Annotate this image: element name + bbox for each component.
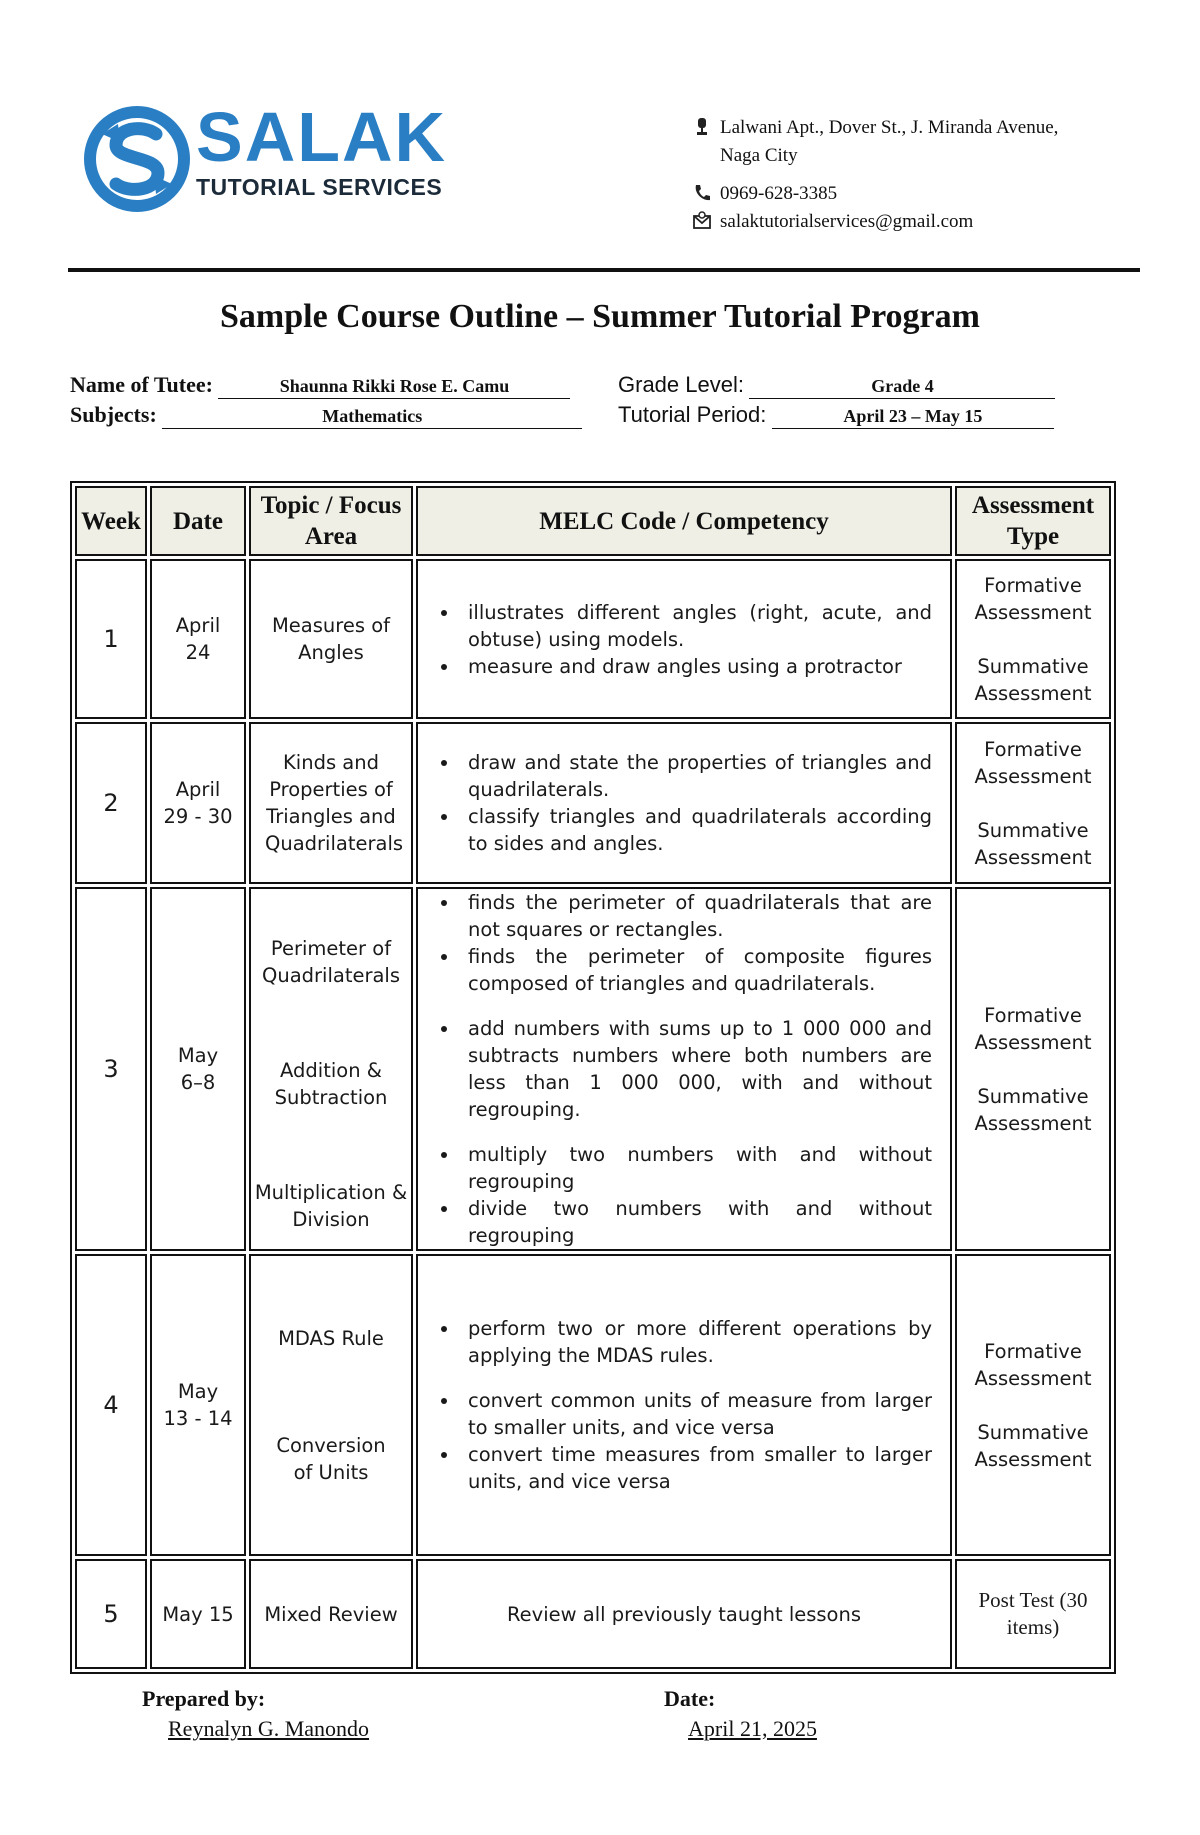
- date-label: Date:: [664, 1686, 716, 1711]
- table-row: [75, 1559, 1111, 1669]
- date-value: April 21, 2025: [688, 1716, 817, 1741]
- assessment-label: Summative Assessment: [974, 1420, 1092, 1471]
- assessment-label: Formative Assessment: [974, 1003, 1092, 1054]
- course-outline-table: [70, 481, 1116, 1674]
- header-topic: Topic / Focus Area: [249, 486, 413, 556]
- date-line: April: [175, 778, 221, 801]
- assessment-label: Formative Assessment: [974, 573, 1092, 624]
- grade-value: Grade 4: [749, 374, 1055, 399]
- email-icon: [692, 211, 712, 231]
- assessment-cell: [955, 1254, 1111, 1556]
- tutee-label: Name of Tutee:: [70, 372, 213, 397]
- assessment-label: Summative Assessment: [974, 654, 1092, 705]
- competency-item: • add numbers with sums up to 1 000 000 and subtracts numbers where both numbers are less than 1 000 000, with and without regrouping.: [460, 1015, 932, 1123]
- date-line: May: [177, 1044, 219, 1067]
- contact-info: [690, 114, 1058, 236]
- competency-item: • finds the perimeter of composite figures composed of triangles and quadrilaterals.: [460, 943, 932, 997]
- date-block: [664, 1686, 817, 1742]
- phone-icon: [692, 183, 712, 203]
- tutee-value: Shaunna Rikki Rose E. Camu: [218, 374, 570, 399]
- subjects-field: [70, 402, 582, 429]
- date-line: May: [177, 1380, 219, 1403]
- grade-label: Grade Level:: [618, 372, 744, 397]
- competency-cell: Review all previously taught lessons: [416, 1559, 952, 1669]
- week-cell: 5: [75, 1559, 147, 1669]
- assessment-label: Summative Assessment: [974, 1084, 1092, 1135]
- period-label: Tutorial Period:: [618, 402, 767, 427]
- week-cell: 1: [75, 559, 147, 719]
- address: [690, 114, 1058, 170]
- date-cell: [150, 559, 246, 719]
- topic-label: Measures of Angles: [271, 614, 391, 664]
- prepared-by: [142, 1686, 369, 1742]
- date-cell: [150, 1254, 246, 1556]
- topic-label: Perimeter of Quadrilaterals: [261, 937, 401, 987]
- date-line: 29 - 30: [163, 805, 233, 828]
- competency-item: • convert time measures from smaller to larger units, and vice versa: [460, 1441, 932, 1495]
- topic-cell: Mixed Review: [249, 1559, 413, 1669]
- assessment-cell: [955, 559, 1111, 719]
- period-value: April 23 – May 15: [772, 404, 1054, 429]
- competency-cell: [416, 887, 952, 1251]
- competency-item: • multiply two numbers with and without regrouping: [460, 1141, 932, 1195]
- date-line: April: [175, 614, 221, 637]
- period-field: [618, 402, 1054, 429]
- competency-item: • finds the perimeter of quadrilaterals that are not squares or rectangles.: [460, 889, 932, 943]
- competency-item: • measure and draw angles using a protractor: [460, 653, 932, 680]
- email-address: salaktutorialservices@gmail.com: [720, 211, 974, 232]
- document-title: Sample Course Outline – Summer Tutorial Program: [220, 298, 980, 335]
- competency-item: • illustrates different angles (right, acute, and obtuse) using models.: [460, 599, 932, 653]
- assessment-cell: Post Test (30 items): [955, 1559, 1111, 1669]
- header-week: Week: [75, 486, 147, 556]
- assessment-cell: [955, 887, 1111, 1251]
- brand-subtitle: TUTORIAL SERVICES: [196, 174, 443, 200]
- phone: [690, 180, 1058, 208]
- header-divider: [68, 268, 1140, 272]
- prepared-label: Prepared by:: [142, 1686, 266, 1711]
- subjects-label: Subjects:: [70, 402, 157, 427]
- date-cell: May 15: [150, 1559, 246, 1669]
- address-line-1: Lalwani Apt., Dover St., J. Miranda Avenue,: [720, 117, 1059, 138]
- date-cell: [150, 887, 246, 1251]
- competency-item: • perform two or more different operations by applying the MDAS rules.: [460, 1315, 932, 1369]
- assessment-cell: [955, 722, 1111, 884]
- topic-label: Kinds and Properties of Triangles and Quadrilaterals: [265, 751, 404, 855]
- date-line: 13 - 14: [163, 1407, 233, 1430]
- date-cell: [150, 722, 246, 884]
- week-cell: 3: [75, 887, 147, 1251]
- table-row: [75, 559, 1111, 719]
- table-row: [75, 722, 1111, 884]
- phone-number: 0969-628-3385: [720, 183, 838, 204]
- table-header-row: [75, 486, 1111, 556]
- competency-cell: [416, 1254, 952, 1556]
- header-date: Date: [150, 486, 246, 556]
- address-line-2: Naga City: [720, 145, 798, 166]
- topic-label: Multiplication & Division: [254, 1181, 408, 1231]
- competency-item: • convert common units of measure from larger to smaller units, and vice versa: [460, 1387, 932, 1441]
- assessment-label: Formative Assessment: [974, 737, 1092, 788]
- competency-item: • draw and state the properties of triangles and quadrilaterals.: [460, 749, 932, 803]
- brand: [196, 98, 447, 201]
- topic-cell: [249, 722, 413, 884]
- header-assessment: Assessment Type: [955, 486, 1111, 556]
- date-line: 6–8: [180, 1071, 216, 1094]
- competency-item: • divide two numbers with and without regrouping: [460, 1195, 932, 1249]
- grade-field: [618, 372, 1055, 399]
- topic-label: Addition & Subtraction: [274, 1059, 388, 1109]
- tutee-field: [70, 372, 570, 399]
- competency-item: • classify triangles and quadrilaterals according to sides and angles.: [460, 803, 932, 857]
- week-cell: 4: [75, 1254, 147, 1556]
- map-pin-icon: [692, 117, 712, 137]
- assessment-label: Formative Assessment: [974, 1339, 1092, 1390]
- table-row: [75, 1254, 1111, 1556]
- header-competency: MELC Code / Competency: [416, 486, 952, 556]
- topic-cell: [249, 559, 413, 719]
- competency-cell: [416, 722, 952, 884]
- date-line: 24: [185, 641, 211, 664]
- brand-name: SALAK: [196, 98, 448, 176]
- subjects-value: Mathematics: [162, 404, 582, 429]
- topic-cell: [249, 887, 413, 1251]
- email: [690, 208, 1058, 236]
- prepared-name: Reynalyn G. Manondo: [168, 1716, 370, 1741]
- week-cell: 2: [75, 722, 147, 884]
- salak-logo-icon: [82, 104, 192, 214]
- topic-label: Conversion of Units: [276, 1433, 386, 1484]
- table-row: [75, 887, 1111, 1251]
- topic-label: MDAS Rule: [278, 1326, 384, 1350]
- competency-cell: [416, 559, 952, 719]
- topic-cell: [249, 1254, 413, 1556]
- assessment-label: Summative Assessment: [974, 818, 1092, 869]
